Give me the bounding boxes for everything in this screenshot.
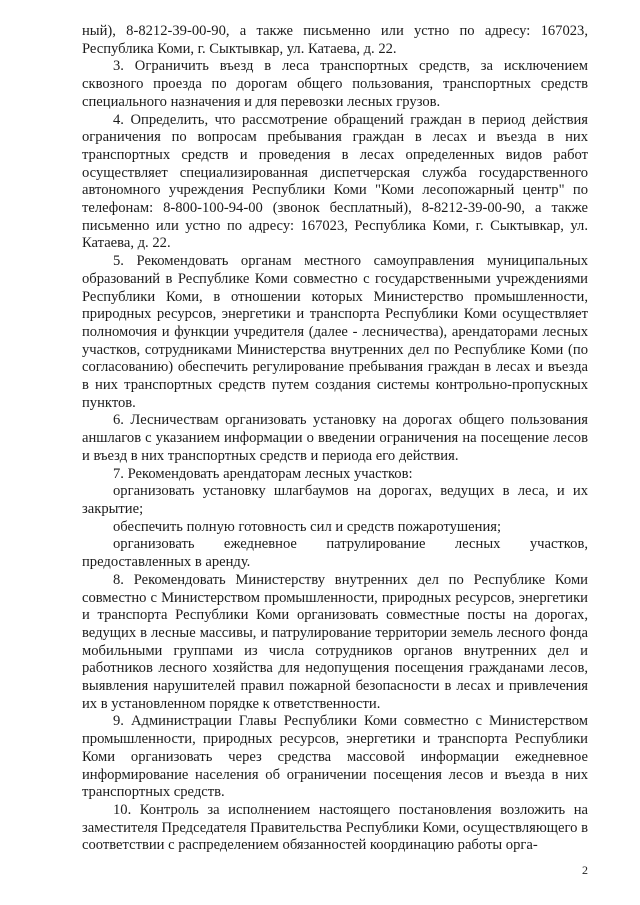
paragraph-9: 9. Администрации Главы Республики Коми совместно с Министерством промышленности, природных ресурсов, энергетики и транспорта Республики Коми организовать через средства массовой информации ежедневное информирование населения об ограничении посещения лесов и въезда в них транспортных средств. — [82, 713, 588, 801]
paragraph-5: 5. Рекомендовать органам местного самоуправления муниципальных образований в Республике Коми совместно с государственными учреждениями Республики Коми, в отношении которых Министерство промышленности, природных ресурсов, энергетики и транспорта Республики Коми осуществляет полномочия и функции учредителя (далее - лесничества), арендаторами лесных участков, сотрудниками Министерства внутренних дел по Республике Коми (по согласованию) обеспечить регулирование пребывания граждан в лесах и въезда в них транспортных средств путем создания системы контрольно-пропускных пунктов. — [82, 253, 588, 411]
paragraph-4: 4. Определить, что рассмотрение обращений граждан в период действия ограничения по вопросам пребывания граждан в лесах и въезда в них транспортных средств и проведения в лесах определенных видов работ осуществляет специализированная диспетчерская служба государственного автономного учреждения Республики Коми "Коми лесопожарный центр" по телефонам: 8-800-100-94-00 (звонок бесплатный), 8-8212-39-00-90, а также письменно или устно по адресу: 167023, Республика Коми, г. Сыктывкар, ул. Катаева, д. 22. — [82, 111, 588, 252]
page-number: 2 — [582, 863, 588, 877]
document-body — [82, 23, 588, 855]
paragraph-3: 3. Ограничить въезд в леса транспортных средств, за исключением сквозного проезда по дорогам общего пользования, транспортных средств специального назначения и для перевозки лесных грузов. — [82, 58, 588, 110]
paragraph-6: 6. Лесничествам организовать установку на дорогах общего пользования аншлагов с указанием информации о введении ограничения на посещение лесов и въезд в них транспортных средств и периода его действия. — [82, 412, 588, 464]
paragraph-7-item-3: организовать ежедневное патрулирование лесных участков, предоставленных в аренду. — [82, 536, 588, 571]
paragraph-7: 7. Рекомендовать арендаторам лесных участков: — [113, 465, 413, 482]
paragraph-8: 8. Рекомендовать Министерству внутренних дел по Республике Коми совместно с Министерством промышленности, природных ресурсов, энергетики и транспорта Республики Коми организовать совместные посты на дорогах, ведущих в лесные массивы, и патрулирование территории земель лесного фонда мобильными группами из числа сотрудников органов внутренних дел и работников лесного хозяйства для недопущения посещения гражданами лесов, выявления нарушителей правил пожарной безопасности в лесах и привлечения их в установленном порядке к ответственности. — [82, 571, 588, 712]
paragraph-7-item-2: обеспечить полную готовность сил и средств пожаротушения; — [113, 518, 502, 535]
paragraph-continuation: ный), 8-8212-39-00-90, а также письменно или устно по адресу: 167023, Республика Коми, г. Сыктывкар, ул. Катаева, д. 22. — [82, 23, 588, 57]
paragraph-10: 10. Контроль за исполнением настоящего постановления возложить на заместителя Председателя Правительства Республики Коми, осуществляющего в соответствии с распределением обязанностей координацию работы орга- — [82, 801, 588, 854]
paragraph-7-item-1: организовать установку шлагбаумов на дорогах, ведущих в леса, и их закрытие; — [82, 483, 588, 517]
